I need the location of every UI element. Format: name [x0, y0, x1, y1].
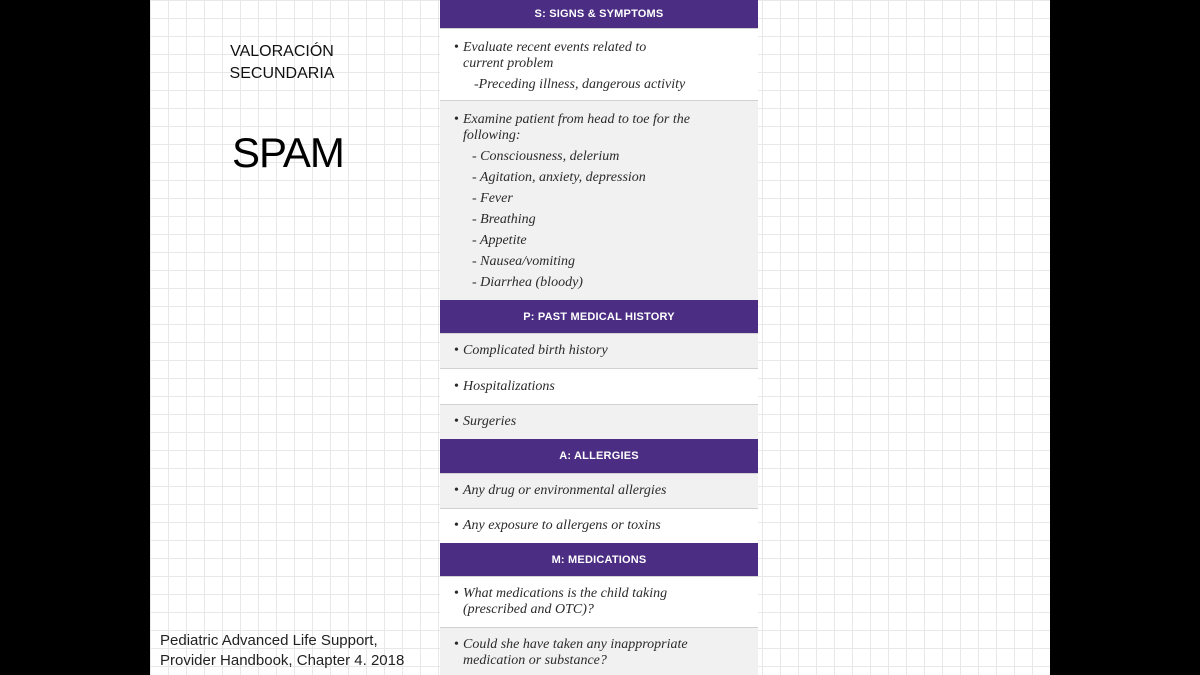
list-item: • Hospitalizations	[454, 379, 555, 395]
list-subitem: - Diarrhea (bloody)	[472, 275, 583, 290]
table-row	[440, 333, 758, 368]
list-subitem: - Nausea/vomiting	[472, 254, 576, 269]
list-item: • Any drug or environmental allergies	[454, 483, 667, 499]
signs-symptoms-header: S: SIGNS & SYMPTOMS	[440, 0, 758, 28]
table-row	[440, 404, 758, 439]
list-subitem: - Appetite	[472, 233, 527, 248]
citation: Pediatric Advanced Life Support, Provider Handbook, Chapter 4. 2018	[160, 632, 405, 669]
list-item: • What medications is the child taking (prescribed and OTC)?	[454, 586, 703, 618]
list-subitem: - Fever	[472, 191, 513, 206]
table-row	[440, 508, 758, 543]
list-subitem: - Agitation, anxiety, depression	[472, 170, 646, 185]
table-row	[440, 627, 758, 675]
section-title: VALORACIÓN SECUNDARIA	[229, 43, 335, 82]
list-subitem: - Consciousness, delerium	[472, 149, 620, 164]
medications-header: M: MEDICATIONS	[440, 543, 758, 576]
list-item: • Examine patient from head to toe for the following:	[454, 112, 693, 144]
list-subitem: - Breathing	[472, 212, 536, 227]
table-row	[440, 473, 758, 508]
list-subitem: -Preceding illness, dangerous activity	[474, 77, 686, 92]
table-row	[440, 100, 758, 300]
list-item: • Surgeries	[454, 414, 516, 430]
table-row	[440, 368, 758, 404]
past-medical-history-header: P: PAST MEDICAL HISTORY	[440, 300, 758, 333]
list-item: • Could she have taken any inappropriate medication or substance?	[454, 637, 713, 669]
list-item: • Evaluate recent events related to current problem	[454, 40, 673, 72]
spam-table	[440, 0, 758, 675]
acronym-title: SPAM	[232, 129, 344, 176]
table-row	[440, 28, 758, 100]
list-item: • Complicated birth history	[454, 343, 608, 359]
list-item: • Any exposure to allergens or toxins	[454, 518, 661, 534]
slide	[150, 0, 1050, 675]
allergies-header: A: ALLERGIES	[440, 439, 758, 473]
table-row	[440, 576, 758, 627]
